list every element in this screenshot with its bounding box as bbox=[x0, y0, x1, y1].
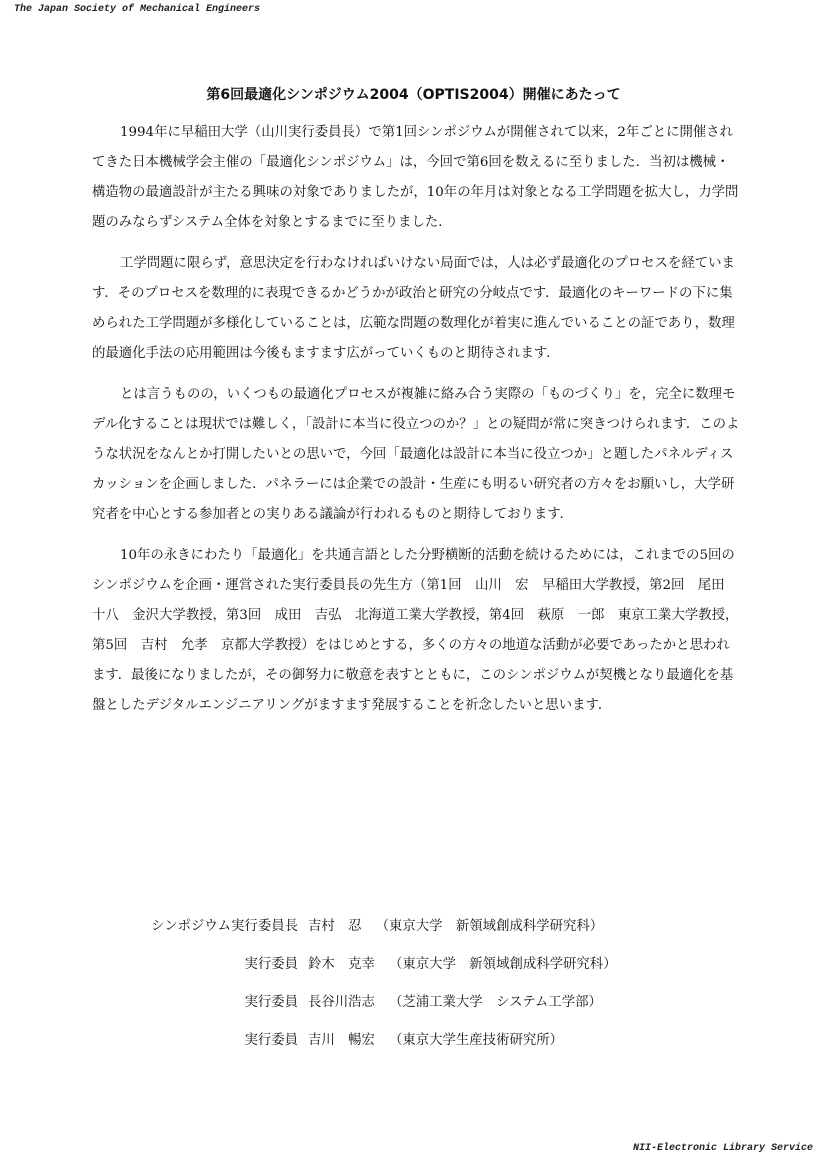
member-role: 実行委員 bbox=[244, 957, 298, 972]
member-affiliation: （芝浦工業大学 システム工学部） bbox=[388, 995, 602, 1010]
member-affiliation: （東京大学生産技術研究所） bbox=[388, 1033, 564, 1048]
paragraph-4: 10年の永きにわたり「最適化」を共通言語とした分野横断的活動を続けるためには，これまでの5回のシンポジウムを企画・運営された実行委員長の先生方（第1回 山川 宏 早稲田大学教授，第2回 尾田 十八 金沢大学教授，第3回 成田 吉弘 北海道工業大学教授，第4回 萩原 一郎 東京工業大学教授，第5回 吉村 允孝 京都大学教授）をはじめとする，多くの方々の地道な活動が必要であったかと思われます．最後になりましたが，その御努力に敬意を表すとともに，このシンポジウムが契機となり最適化を基盤としたデジタルエンジニアリングがますます発展することを祈念したいと思います． bbox=[92, 548, 739, 713]
member-role: シンポジウム実行委員長 bbox=[151, 919, 298, 934]
member-affiliation: （東京大学 新領域創成科学研究科） bbox=[388, 957, 617, 972]
document-title: 第6回最適化シンポジウム2004（OPTIS2004）開催にあたって bbox=[206, 87, 621, 103]
member-role: 実行委員 bbox=[244, 995, 298, 1010]
committee-member bbox=[118, 991, 718, 1029]
library-footer: NII-Electronic Library Service bbox=[632, 1143, 813, 1154]
member-name: 吉川 暢宏 bbox=[308, 1033, 375, 1048]
committee-list bbox=[118, 915, 718, 1067]
society-header: The Japan Society of Mechanical Engineers bbox=[14, 4, 261, 15]
committee-member bbox=[118, 1029, 718, 1067]
paragraph-3: とは言うものの，いくつもの最適化プロセスが複雑に絡み合う実際の「ものづくり」を，完全に数理モデル化することは現状では難しく，「設計に本当に役立つのか？」との疑問が常に突きつけられます．このような状況をなんとか打開したいとの思いで，今回「最適化は設計に本当に役立つか」と題したパネルディスカッションを企画しました．パネラーには企業での設計・生産にも明るい研究者の方々をお願いし，大学研究者を中心とする参加者との実りある議論が行われるものと期待しております． bbox=[92, 387, 740, 522]
member-name: 鈴木 克幸 bbox=[308, 957, 375, 972]
member-name: 長谷川浩志 bbox=[308, 995, 375, 1010]
body-text bbox=[92, 118, 742, 732]
member-role: 実行委員 bbox=[244, 1033, 298, 1048]
member-name: 吉村 忍 bbox=[308, 919, 362, 934]
paragraph-2: 工学問題に限らず，意思決定を行わなければいけない局面では，人は必ず最適化のプロセスを経ています．そのプロセスを数理的に表現できるかどうかが政治と研究の分岐点です．最適化のキーワードの下に集められた工学問題が多様化していることは，広範な問題の数理化が着実に進んでいることの証であり，数理的最適化手法の応用範囲は今後もますます広がっていくものと期待されます． bbox=[92, 256, 735, 361]
committee-member bbox=[118, 953, 718, 991]
committee-member bbox=[118, 915, 718, 953]
member-affiliation: （東京大学 新領域創成科学研究科） bbox=[375, 919, 604, 934]
paragraph-1: 1994年に早稲田大学（山川実行委員長）で第1回シンポジウムが開催されて以来，2年ごとに開催されてきた日本機械学会主催の「最適化シンポジウム」は，今回で第6回を数えるに至りました．当初は機械・構造物の最適設計が主たる興味の対象でありましたが，10年の年月は対象となる工学問題を拡大し，力学問題のみならずシステム全体を対象とするまでに至りました． bbox=[92, 125, 739, 230]
